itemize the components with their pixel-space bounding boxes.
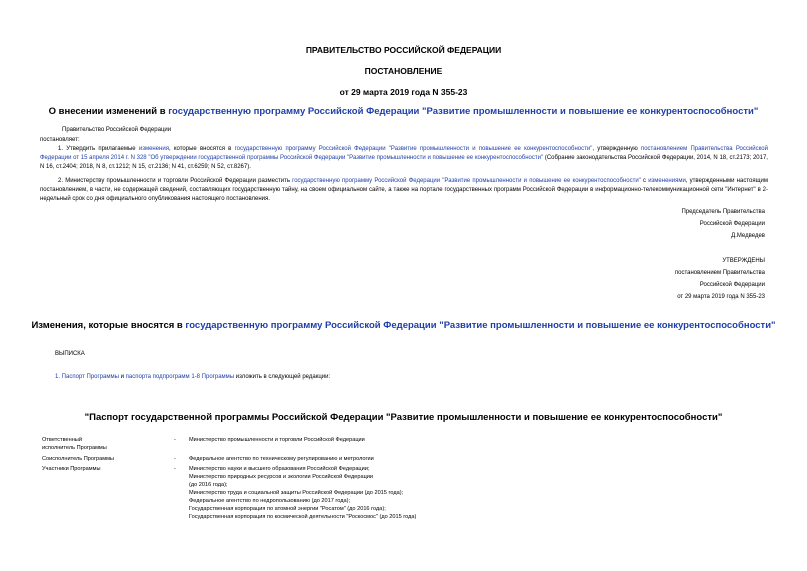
paragraph-2: 2. Министерству промышленности и торговли Российской Федерации разместить государственную программу Российской Федерации "Развитие промышленности и повышение ее конкурентоспособности" с изменениями, утвержденными настоящим постановлением, в части, не содержащей сведений, составляющих государственную тайну, на своем официальном сайте, а также на портале государственных программ Российской Федерации в информационно-телекоммуникационной сети "Интернет" в 2-недельный срок со дня официального опубликования настоящего постановления. (40, 178, 769, 202)
item-1: 1. Паспорт Программы и паспорта подпрограмм 1-8 Программы изложить в следующей редакции: (55, 374, 331, 380)
row-value: Министерство промышленности и торговли Российской Федерации (189, 437, 365, 443)
government-heading: ПРАВИТЕЛЬСТВО РОССИЙСКОЙ ФЕДЕРАЦИИ (305, 45, 502, 55)
signature-line-3: Д.Медведев (731, 233, 765, 239)
row-dash: - (174, 456, 176, 462)
approved-line-4: от 29 марта 2019 года N 355-23 (677, 294, 765, 300)
signature-line-2: Российской Федерации (699, 221, 765, 227)
changes-link-2[interactable]: изменениями (648, 178, 686, 184)
passport-title: "Паспорт государственной программы Российской Федерации "Развитие промышленности и повышение ее конкурентоспособности" (84, 412, 723, 423)
program-passport-link[interactable]: 1. Паспорт Программы (55, 374, 119, 380)
signature-block (681, 206, 765, 242)
row-dash: - (174, 437, 176, 443)
row-label: Соисполнитель Программы (42, 456, 114, 462)
title-prefix: О внесении изменений в (48, 106, 169, 117)
signature-line-1: Председатель Правительства (681, 209, 765, 215)
table-row (42, 455, 416, 463)
paragraph-1: 1. Утвердить прилагаемые изменения, которые вносятся в государственную программу Российской Федерации "Развитие промышленности и повышение ее конкурентоспособности", утвержденную постановлением Правительства Российской Федерации от 15 апреля 2014 г. N 328 "Об утверждении государственной программы Российской Федерации "Развитие промышленности и повышение ее конкурентоспособности" (Собрание законодательства Российской Федерации, 2014, N 18, ст.2173; 2017, N 16, ст.2404; 2018, N 8, ст.1212; N 15, ст.2136; N 41, ст.6259; N 52, ст.8267). (40, 146, 768, 170)
passport-table (42, 436, 416, 521)
subprogram-passports-link[interactable]: паспорта подпрограмм 1-8 Программы (125, 374, 235, 380)
approved-line-1: УТВЕРЖДЕНЫ (722, 258, 765, 264)
approved-line-2: постановлением Правительства (674, 270, 765, 276)
approved-line-3: Российской Федерации (699, 282, 765, 288)
extract-label: ВЫПИСКА (55, 351, 85, 357)
program-link-2[interactable]: государственную программу Российской Федерации "Развитие промышленности и повышение ее конкурентоспособности" (292, 178, 641, 184)
row-dash: - (174, 466, 176, 472)
title-program-link[interactable]: государственную программу Российской Федерации "Развитие промышленности и повышение ее конкурентоспособности" (168, 106, 759, 117)
resolution-328-link[interactable]: постановлением Правительства Российской Федерации от 15 апреля 2014 г. N 328 "Об утверждении государственной программы Российской Федерации "Развитие промышленности и повышение ее конкурентоспособности" (40, 146, 768, 161)
intro-line-1: Правительство Российской Федерации (62, 127, 172, 133)
row-value: Федеральное агентство по техническому регулированию и метрологии (189, 456, 374, 462)
doc-type-heading: ПОСТАНОВЛЕНИЕ (364, 66, 443, 76)
document-title (0, 106, 807, 117)
row-label: Ответственный исполнитель Программы (42, 437, 107, 451)
date-number: от 29 марта 2019 года N 355-23 (339, 87, 468, 97)
row-value: Министерство науки и высшего образования Российской Федерации; Министерство природных ресурсов и экологии Российской Федерации (до 2016 года); Министерство труда и социальной защиты Российской Федерации (до 2015 года); Федеральное агентство по недропользованию (до 2017 года); Государственная корпорация по атомной энергии "Росатом" (до 2016 года); Государственная корпорация по космической деятельности "Роскосмос" (до 2015 года) (189, 466, 417, 520)
changes-title: Изменения, которые вносятся в государственную программу Российской Федерации "Развитие промышленности и повышение ее конкурентоспособности" (31, 320, 776, 331)
approved-block (675, 255, 765, 303)
row-label: Участники Программы (42, 466, 101, 472)
program-link[interactable]: государственную программу Российской Федерации "Развитие промышленности и повышение ее конкурентоспособности" (234, 146, 593, 152)
intro-line-2: постановляет: (40, 137, 80, 143)
table-row (42, 436, 416, 452)
changes-link[interactable]: изменения (138, 146, 169, 152)
table-row (42, 465, 416, 521)
changes-program-link[interactable]: государственную программу Российской Федерации "Развитие промышленности и повышение ее конкурентоспособности" (185, 320, 776, 331)
